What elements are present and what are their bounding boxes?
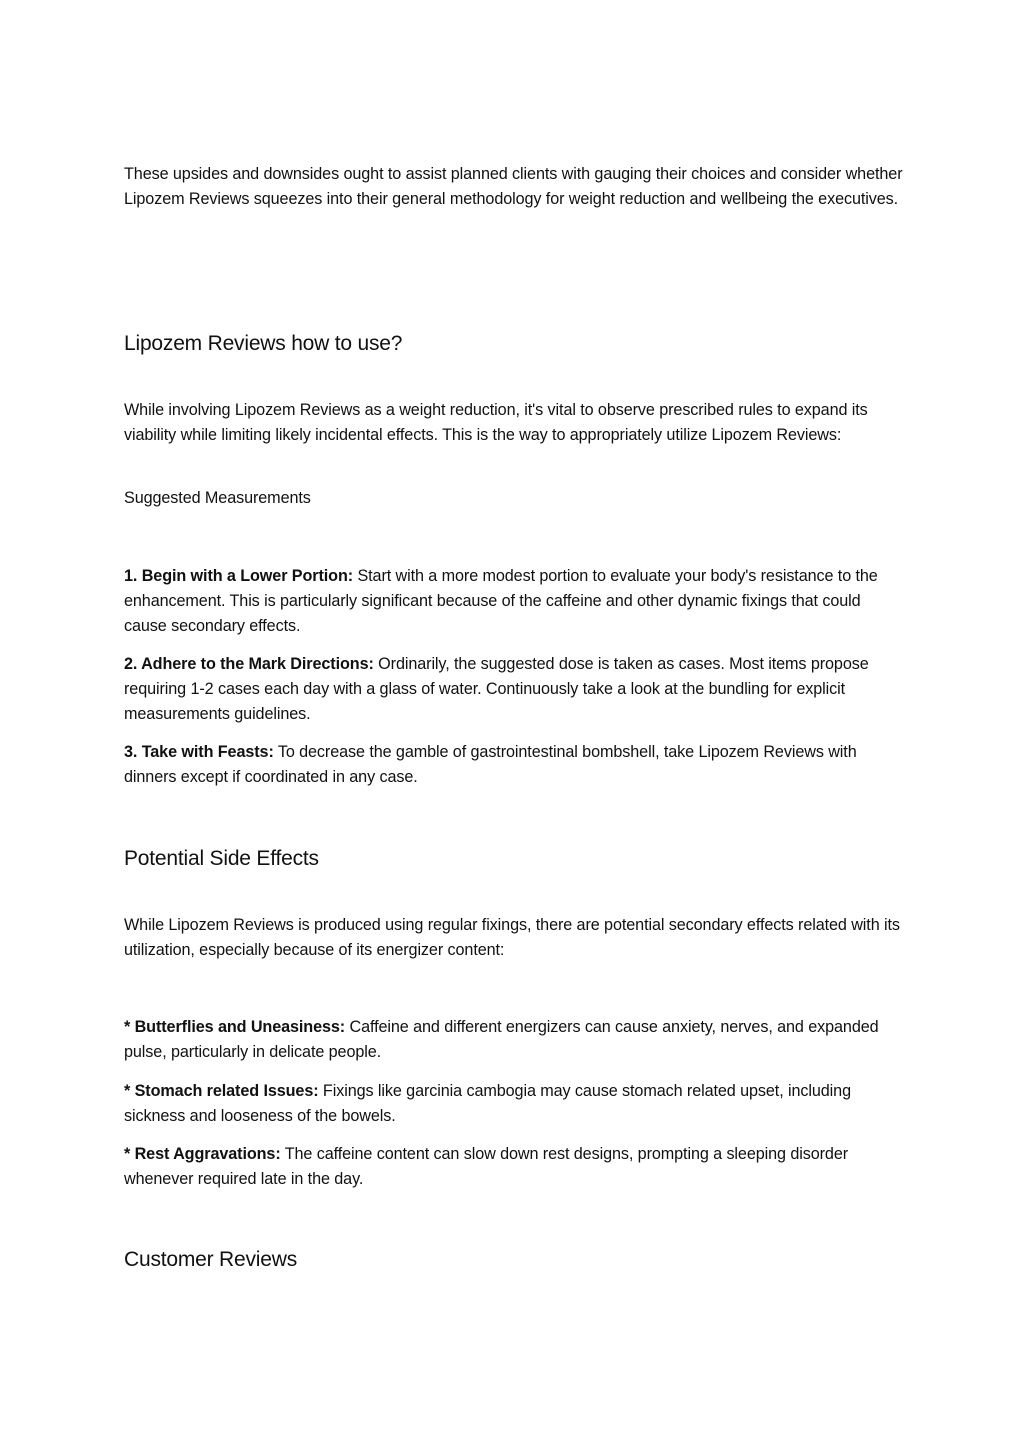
list-item-label: 3. Take with Feasts: — [124, 743, 274, 761]
list-item — [124, 564, 904, 639]
heading-side-effects: Potential Side Effects — [124, 847, 319, 870]
list-item-label: 2. Adhere to the Mark Directions: — [124, 655, 374, 673]
side-effects-intro: While Lipozem Reviews is produced using regular fixings, there are potential secondary effects related with its utilization, especially because of its energizer content: — [124, 916, 900, 959]
heading-how-to-use: Lipozem Reviews how to use? — [124, 332, 403, 355]
list-item-text: Fixings like garcinia cambogia may cause stomach related upset, including sickness and looseness of the bowels. — [124, 1082, 851, 1125]
list-item-text: The caffeine content can slow down rest designs, prompting a sleeping disorder whenever required late in the day. — [124, 1145, 849, 1188]
list-item — [124, 1142, 904, 1192]
list-item-text: To decrease the gamble of gastrointestinal bombshell, take Lipozem Reviews with dinners except if coordinated in any case. — [124, 743, 857, 786]
list-item-label: * Rest Aggravations: — [124, 1145, 281, 1163]
list-item-text: Caffeine and different energizers can cause anxiety, nerves, and expanded pulse, particularly in delicate people. — [124, 1018, 879, 1061]
list-item-text: Start with a more modest portion to evaluate your body's resistance to the enhancement. This is particularly significant because of the caffeine and other dynamic fixings that could cause secondary effects. — [124, 567, 878, 635]
heading-customer-reviews: Customer Reviews — [124, 1248, 298, 1271]
intro-paragraph: These upsides and downsides ought to assist planned clients with gauging their choices and consider whether Lipozem Reviews squeezes into their general methodology for weight reduction and wellbeing the executives. — [124, 165, 903, 208]
list-item-label: * Stomach related Issues: — [124, 1082, 319, 1100]
list-item-text: Ordinarily, the suggested dose is taken as cases. Most items propose requiring 1-2 cases each day with a glass of water. Continuously take a look at the bundling for explicit measurements guidelines. — [124, 655, 869, 723]
list-item — [124, 1015, 904, 1065]
list-item — [124, 740, 904, 790]
list-item — [124, 1079, 904, 1129]
list-item-label: 1. Begin with a Lower Portion: — [124, 567, 354, 585]
suggested-measurements-label: Suggested Measurements — [124, 489, 311, 507]
how-to-use-intro: While involving Lipozem Reviews as a weight reduction, it's vital to observe prescribed rules to expand its viability while limiting likely incidental effects. This is the way to appropriately utilize Lipozem Reviews: — [124, 401, 868, 444]
list-item-label: * Butterflies and Uneasiness: — [124, 1018, 346, 1036]
list-item — [124, 652, 904, 727]
